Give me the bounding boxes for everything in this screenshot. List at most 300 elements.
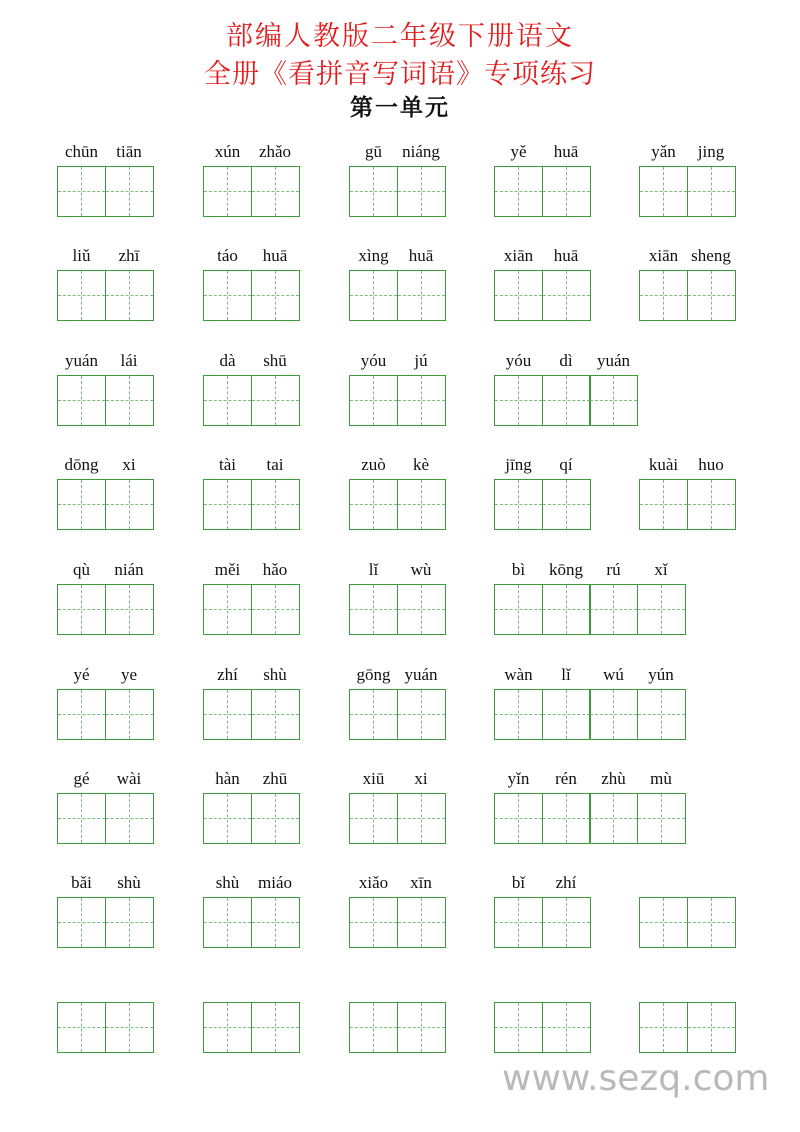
pinyin-syllable: rén [555, 769, 577, 788]
tianzige-box[interactable] [203, 584, 252, 635]
guide-line-horizontal [543, 295, 590, 296]
pinyin-syllable: ye [120, 665, 138, 684]
pinyin-syllable: xìng [358, 246, 389, 265]
pinyin-syllable: yuán [64, 351, 99, 370]
tianzige-box[interactable] [397, 166, 446, 217]
guide-line-horizontal [495, 400, 542, 401]
guide-line-horizontal [252, 922, 299, 923]
tianzige-box[interactable] [397, 897, 446, 948]
tianzige-box[interactable] [349, 1002, 398, 1053]
pinyin-syllable: xiān [503, 246, 534, 265]
tianzige-box[interactable] [542, 793, 591, 844]
pinyin-syllable: bǎi [71, 873, 92, 892]
guide-line-horizontal [204, 1027, 251, 1028]
guide-line-horizontal [204, 818, 251, 819]
pinyin-syllable: bì [511, 560, 526, 579]
pinyin-syllable: niáng [402, 142, 440, 161]
tianzige-box[interactable] [105, 689, 154, 740]
pinyin-syllable: lái [120, 351, 138, 370]
unit-title: 第一单元 [350, 94, 450, 121]
guide-line-horizontal [58, 922, 105, 923]
pinyin-syllable: lǐ [368, 560, 379, 579]
tianzige-box[interactable] [57, 270, 106, 321]
guide-line-horizontal [58, 400, 105, 401]
tianzige-box[interactable] [105, 793, 154, 844]
tianzige-box[interactable] [105, 166, 154, 217]
writing-grid [57, 584, 152, 635]
guide-line-horizontal [58, 714, 105, 715]
guide-line-horizontal [58, 818, 105, 819]
pinyin-syllable: huā [408, 246, 434, 265]
guide-line-horizontal [495, 818, 542, 819]
pinyin-syllable: sheng [691, 246, 731, 265]
tianzige-box[interactable] [203, 375, 252, 426]
guide-line-horizontal [398, 818, 445, 819]
pinyin-syllable: jīng [505, 455, 532, 474]
pinyin-syllable: nián [114, 560, 144, 579]
tianzige-box[interactable] [251, 166, 300, 217]
guide-line-horizontal [204, 191, 251, 192]
tianzige-box[interactable] [687, 897, 736, 948]
tianzige-box[interactable] [105, 375, 154, 426]
guide-line-horizontal [252, 818, 299, 819]
pinyin-syllable: zhǎo [258, 142, 292, 161]
document-title: 部编人教版二年级下册语文 [226, 21, 574, 52]
guide-line-horizontal [543, 1027, 590, 1028]
pinyin-syllable: wàn [504, 665, 533, 684]
writing-grid [494, 1002, 589, 1053]
guide-line-horizontal [495, 295, 542, 296]
pinyin-syllable: tai [266, 455, 284, 474]
tianzige-box[interactable] [687, 166, 736, 217]
pinyin-syllable: yǐn [507, 769, 530, 788]
guide-line-horizontal [543, 191, 590, 192]
guide-line-horizontal [204, 400, 251, 401]
tianzige-box[interactable] [687, 479, 736, 530]
guide-line-horizontal [58, 504, 105, 505]
pinyin-syllable: zhí [555, 873, 577, 892]
tianzige-box[interactable] [349, 270, 398, 321]
tianzige-box[interactable] [542, 584, 591, 635]
pinyin-syllable: qí [559, 455, 573, 474]
tianzige-box[interactable] [494, 897, 543, 948]
writing-grid [494, 584, 684, 635]
writing-grid [349, 689, 444, 740]
guide-line-horizontal [350, 191, 397, 192]
pinyin-syllable: měi [214, 560, 241, 579]
guide-line-horizontal [495, 191, 542, 192]
guide-line-horizontal [350, 504, 397, 505]
pinyin-syllable: dà [219, 351, 236, 370]
pinyin-syllable: tiān [116, 142, 142, 161]
guide-line-horizontal [398, 714, 445, 715]
pinyin-syllable: yóu [505, 351, 532, 370]
tianzige-box[interactable] [57, 689, 106, 740]
pinyin-syllable: xiǎo [358, 873, 389, 892]
pinyin-syllable: bǐ [511, 873, 526, 892]
guide-line-horizontal [688, 504, 735, 505]
writing-grid [349, 270, 444, 321]
tianzige-box[interactable] [397, 375, 446, 426]
pinyin-syllable: yuán [596, 351, 631, 370]
guide-line-horizontal [688, 1027, 735, 1028]
tianzige-box[interactable] [639, 1002, 688, 1053]
pinyin-syllable: zhù [601, 769, 626, 788]
tianzige-box[interactable] [589, 793, 638, 844]
guide-line-horizontal [252, 295, 299, 296]
guide-line-horizontal [204, 295, 251, 296]
writing-grid [494, 897, 589, 948]
pinyin-syllable: gōng [356, 665, 391, 684]
pinyin-syllable: wài [116, 769, 142, 788]
tianzige-box[interactable] [349, 793, 398, 844]
tianzige-box[interactable] [687, 1002, 736, 1053]
guide-line-horizontal [543, 504, 590, 505]
guide-line-horizontal [106, 400, 153, 401]
tianzige-box[interactable] [105, 270, 154, 321]
guide-line-horizontal [350, 922, 397, 923]
guide-line-horizontal [204, 922, 251, 923]
guide-line-horizontal [350, 295, 397, 296]
pinyin-syllable: shù [263, 665, 287, 684]
guide-line-horizontal [590, 818, 637, 819]
tianzige-box[interactable] [494, 166, 543, 217]
writing-grid [639, 1002, 734, 1053]
writing-grid [349, 479, 444, 530]
guide-line-horizontal [106, 191, 153, 192]
guide-line-horizontal [495, 609, 542, 610]
guide-line-horizontal [543, 609, 590, 610]
guide-line-horizontal [252, 400, 299, 401]
guide-line-horizontal [398, 1027, 445, 1028]
writing-grid [494, 166, 589, 217]
guide-line-horizontal [638, 818, 685, 819]
guide-line-horizontal [252, 504, 299, 505]
pinyin-syllable: wú [603, 665, 624, 684]
pinyin-syllable: shù [215, 873, 240, 892]
writing-grid [349, 584, 444, 635]
tianzige-box[interactable] [639, 479, 688, 530]
writing-grid [57, 897, 152, 948]
writing-grid [203, 689, 298, 740]
tianzige-box[interactable] [251, 793, 300, 844]
tianzige-box[interactable] [494, 689, 543, 740]
pinyin-syllable: lǐ [561, 665, 571, 684]
tianzige-box[interactable] [349, 897, 398, 948]
pinyin-syllable: zhī [118, 246, 140, 265]
writing-grid [639, 897, 734, 948]
tianzige-box[interactable] [494, 584, 543, 635]
pinyin-syllable: yún [648, 665, 674, 684]
pinyin-syllable: zhū [262, 769, 288, 788]
tianzige-box[interactable] [494, 1002, 543, 1053]
pinyin-syllable: wù [410, 560, 432, 579]
tianzige-box[interactable] [251, 270, 300, 321]
guide-line-horizontal [350, 609, 397, 610]
writing-grid [203, 793, 298, 844]
tianzige-box[interactable] [494, 375, 543, 426]
tianzige-box[interactable] [203, 270, 252, 321]
writing-grid [203, 584, 298, 635]
pinyin-syllable: yǎn [651, 142, 676, 161]
pinyin-syllable: huā [553, 246, 579, 265]
tianzige-box[interactable] [637, 793, 686, 844]
tianzige-box[interactable] [349, 479, 398, 530]
guide-line-horizontal [252, 191, 299, 192]
tianzige-box[interactable] [589, 689, 638, 740]
pinyin-syllable: dì [559, 351, 573, 370]
pinyin-syllable: táo [217, 246, 238, 265]
tianzige-box[interactable] [203, 793, 252, 844]
pinyin-syllable: yóu [360, 351, 387, 370]
pinyin-syllable: xiān [648, 246, 679, 265]
guide-line-horizontal [204, 609, 251, 610]
guide-line-horizontal [495, 922, 542, 923]
guide-line-horizontal [204, 504, 251, 505]
pinyin-syllable: mù [650, 769, 672, 788]
pinyin-syllable: xiū [362, 769, 385, 788]
tianzige-box[interactable] [105, 1002, 154, 1053]
writing-grid [639, 479, 734, 530]
tianzige-box[interactable] [105, 897, 154, 948]
guide-line-horizontal [495, 504, 542, 505]
guide-line-horizontal [350, 714, 397, 715]
guide-line-horizontal [543, 818, 590, 819]
guide-line-horizontal [398, 400, 445, 401]
tianzige-box[interactable] [589, 375, 638, 426]
pinyin-syllable: dōng [64, 455, 99, 474]
tianzige-box[interactable] [251, 584, 300, 635]
tianzige-box[interactable] [542, 479, 591, 530]
writing-grid [494, 479, 589, 530]
guide-line-horizontal [590, 714, 637, 715]
writing-grid [494, 689, 684, 740]
tianzige-box[interactable] [494, 479, 543, 530]
tianzige-box[interactable] [589, 584, 638, 635]
tianzige-box[interactable] [397, 1002, 446, 1053]
guide-line-horizontal [688, 922, 735, 923]
pinyin-syllable: xi [122, 455, 136, 474]
pinyin-syllable: hǎo [262, 560, 288, 579]
guide-line-horizontal [106, 922, 153, 923]
tianzige-box[interactable] [57, 1002, 106, 1053]
tianzige-box[interactable] [105, 584, 154, 635]
tianzige-box[interactable] [397, 793, 446, 844]
writing-grid [639, 270, 734, 321]
guide-line-horizontal [58, 1027, 105, 1028]
guide-line-horizontal [58, 191, 105, 192]
writing-grid [639, 166, 734, 217]
pinyin-syllable: rú [606, 560, 621, 579]
tianzige-box[interactable] [542, 375, 591, 426]
guide-line-horizontal [106, 295, 153, 296]
tianzige-box[interactable] [57, 375, 106, 426]
guide-line-horizontal [398, 609, 445, 610]
tianzige-box[interactable] [57, 584, 106, 635]
pinyin-syllable: gé [73, 769, 90, 788]
pinyin-syllable: huā [262, 246, 288, 265]
writing-grid [203, 166, 298, 217]
writing-grid [203, 1002, 298, 1053]
writing-grid [203, 897, 298, 948]
tianzige-box[interactable] [639, 270, 688, 321]
tianzige-box[interactable] [542, 689, 591, 740]
writing-grid [349, 1002, 444, 1053]
guide-line-horizontal [252, 1027, 299, 1028]
tianzige-box[interactable] [251, 1002, 300, 1053]
pinyin-syllable: xīn [410, 873, 432, 892]
writing-grid [349, 166, 444, 217]
guide-line-horizontal [640, 922, 687, 923]
tianzige-box[interactable] [397, 584, 446, 635]
tianzige-box[interactable] [542, 897, 591, 948]
writing-grid [494, 270, 589, 321]
watermark: www.sezq.com [502, 1058, 770, 1099]
tianzige-box[interactable] [203, 689, 252, 740]
pinyin-syllable: yě [510, 142, 527, 161]
guide-line-horizontal [688, 295, 735, 296]
tianzige-box[interactable] [251, 479, 300, 530]
guide-line-horizontal [350, 400, 397, 401]
tianzige-box[interactable] [542, 166, 591, 217]
guide-line-horizontal [640, 1027, 687, 1028]
pinyin-syllable: kuài [648, 455, 679, 474]
guide-line-horizontal [398, 922, 445, 923]
pinyin-syllable: xǐ [654, 560, 668, 579]
guide-line-horizontal [350, 1027, 397, 1028]
writing-grid [57, 689, 152, 740]
tianzige-box[interactable] [637, 689, 686, 740]
writing-grid [57, 270, 152, 321]
tianzige-box[interactable] [397, 270, 446, 321]
guide-line-horizontal [640, 295, 687, 296]
writing-grid [494, 375, 637, 426]
tianzige-box[interactable] [637, 584, 686, 635]
writing-grid [203, 270, 298, 321]
pinyin-syllable: kōng [549, 560, 583, 579]
tianzige-box[interactable] [687, 270, 736, 321]
guide-line-horizontal [543, 922, 590, 923]
guide-line-horizontal [638, 714, 685, 715]
tianzige-box[interactable] [203, 897, 252, 948]
guide-line-horizontal [350, 818, 397, 819]
pinyin-syllable: yuán [404, 665, 438, 684]
tianzige-box[interactable] [397, 479, 446, 530]
tianzige-box[interactable] [203, 1002, 252, 1053]
tianzige-box[interactable] [203, 166, 252, 217]
guide-line-horizontal [495, 714, 542, 715]
tianzige-box[interactable] [494, 270, 543, 321]
pinyin-syllable: huā [553, 142, 579, 161]
tianzige-box[interactable] [397, 689, 446, 740]
writing-grid [57, 375, 152, 426]
tianzige-box[interactable] [349, 375, 398, 426]
tianzige-box[interactable] [542, 270, 591, 321]
pinyin-syllable: gū [365, 142, 382, 161]
guide-line-horizontal [398, 191, 445, 192]
tianzige-box[interactable] [251, 897, 300, 948]
tianzige-box[interactable] [105, 479, 154, 530]
writing-grid [57, 1002, 152, 1053]
pinyin-syllable: zhí [217, 665, 238, 684]
tianzige-box[interactable] [57, 897, 106, 948]
tianzige-box[interactable] [251, 375, 300, 426]
guide-line-horizontal [640, 504, 687, 505]
guide-line-horizontal [590, 400, 637, 401]
tianzige-box[interactable] [639, 166, 688, 217]
tianzige-box[interactable] [494, 793, 543, 844]
tianzige-box[interactable] [639, 897, 688, 948]
writing-grid [203, 375, 298, 426]
tianzige-box[interactable] [57, 166, 106, 217]
tianzige-box[interactable] [542, 1002, 591, 1053]
guide-line-horizontal [638, 609, 685, 610]
writing-grid [349, 375, 444, 426]
tianzige-box[interactable] [57, 793, 106, 844]
writing-grid [57, 793, 152, 844]
pinyin-syllable: liǔ [72, 246, 91, 265]
tianzige-box[interactable] [203, 479, 252, 530]
writing-grid [349, 897, 444, 948]
guide-line-horizontal [495, 1027, 542, 1028]
guide-line-horizontal [106, 504, 153, 505]
pinyin-syllable: hàn [215, 769, 240, 788]
tianzige-box[interactable] [57, 479, 106, 530]
guide-line-horizontal [398, 504, 445, 505]
guide-line-horizontal [398, 295, 445, 296]
guide-line-horizontal [106, 609, 153, 610]
tianzige-box[interactable] [251, 689, 300, 740]
writing-grid [494, 793, 684, 844]
guide-line-horizontal [640, 191, 687, 192]
pinyin-syllable: shū [263, 351, 287, 370]
guide-line-horizontal [106, 714, 153, 715]
guide-line-horizontal [252, 714, 299, 715]
guide-line-horizontal [688, 191, 735, 192]
pinyin-syllable: yé [73, 665, 90, 684]
pinyin-syllable: qù [73, 560, 90, 579]
guide-line-horizontal [106, 1027, 153, 1028]
guide-line-horizontal [106, 818, 153, 819]
writing-grid [57, 479, 152, 530]
pinyin-syllable: shù [117, 873, 141, 892]
pinyin-syllable: zuò [361, 455, 386, 474]
pinyin-syllable: xi [414, 769, 428, 788]
guide-line-horizontal [543, 400, 590, 401]
pinyin-syllable: xún [214, 142, 241, 161]
guide-line-horizontal [204, 714, 251, 715]
tianzige-box[interactable] [349, 689, 398, 740]
pinyin-syllable: huo [698, 455, 724, 474]
writing-grid [349, 793, 444, 844]
pinyin-syllable: chūn [64, 142, 99, 161]
writing-grid [57, 166, 152, 217]
tianzige-box[interactable] [349, 584, 398, 635]
document-subtitle: 全册《看拼音写词语》专项练习 [204, 59, 596, 90]
guide-line-horizontal [58, 295, 105, 296]
pinyin-syllable: jú [414, 351, 428, 370]
guide-line-horizontal [58, 609, 105, 610]
tianzige-box[interactable] [349, 166, 398, 217]
pinyin-syllable: tài [219, 455, 236, 474]
pinyin-syllable: kè [412, 455, 430, 474]
guide-line-horizontal [590, 609, 637, 610]
writing-grid [203, 479, 298, 530]
guide-line-horizontal [252, 609, 299, 610]
guide-line-horizontal [543, 714, 590, 715]
pinyin-syllable: jing [697, 142, 725, 161]
pinyin-syllable: miáo [258, 873, 292, 892]
